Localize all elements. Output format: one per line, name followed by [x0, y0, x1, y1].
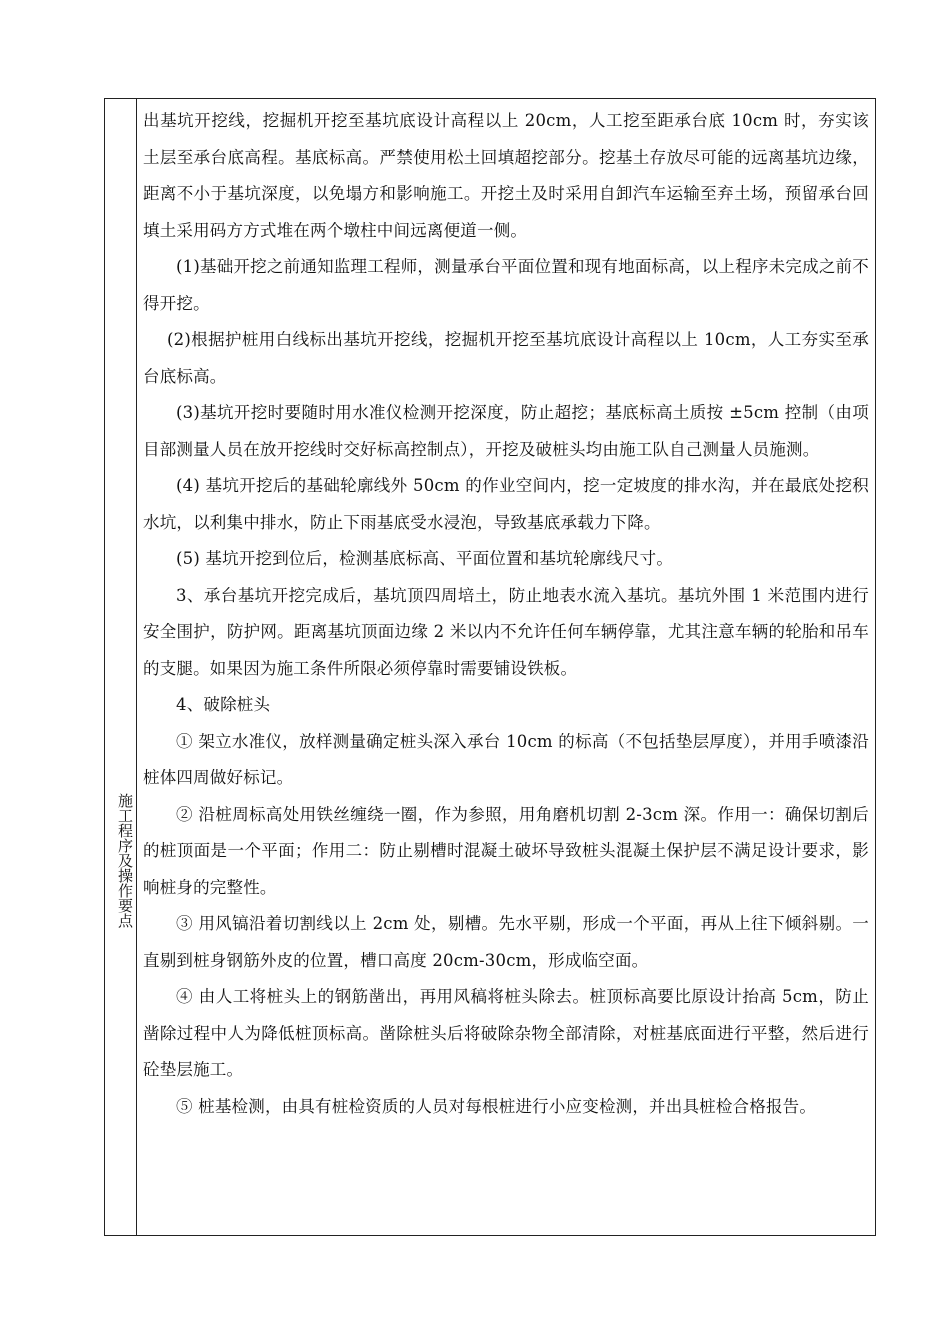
procedure-table — [104, 98, 876, 1236]
paragraph-pile-step-3: ③ 用风镐沿着切割线以上 2cm 处，剔槽。先水平剔，形成一个平面，再从上往下倾斜剔。一直剔到桩身钢筋外皮的位置，槽口高度 20cm-30cm，形成临空面。 — [143, 914, 869, 970]
content-cell — [143, 99, 869, 1235]
paragraph-step-3: (3)基坑开挖时要随时用水准仪检测开挖深度，防止超挖；基底标高土质按 ±5cm 控制（由项目部测量人员在放开挖线时交好标高控制点），开挖及破桩头均由施工队自己测量人员施测。 — [143, 403, 869, 459]
paragraph-step-1: (1)基础开挖之前通知监理工程师，测量承台平面位置和现有地面标高，以上程序未完成之前不得开挖。 — [143, 257, 869, 313]
paragraph-step-2: (2)根据护桩用白线标出基坑开挖线，挖掘机开挖至基坑底设计高程以上 10cm，人工夯实至承台底标高。 — [143, 330, 869, 386]
paragraph-step-4: (4) 基坑开挖后的基础轮廓线外 50cm 的作业空间内，挖一定坡度的排水沟，并在最底处挖积水坑，以利集中排水，防止下雨基底受水浸泡，导致基底承载力下降。 — [143, 476, 869, 532]
paragraph-section-3: 3、承台基坑开挖完成后，基坑顶四周培土，防止地表水流入基坑。基坑外围 1 米范围内进行安全围护，防护网。距离基坑顶面边缘 2 米以内不允许任何车辆停靠，尤其注意车辆的轮胎和吊车的支腿。如果因为施工条件所限必须停靠时需要铺设铁板。 — [143, 585, 869, 678]
section-label-cell — [105, 99, 137, 1235]
paragraph-pile-step-5: ⑤ 桩基检测，由具有桩检资质的人员对每根桩进行小应变检测，并出具桩检合格报告。 — [176, 1096, 817, 1116]
section-label: 施工程序及操作要点 — [116, 793, 134, 928]
paragraph-pile-step-2: ② 沿桩周标高处用铁丝缠绕一圈，作为参照，用角磨机切割 2-3cm 深。作用一：确保切割后的桩顶面是一个平面；作用二：防止剔槽时混凝土破坏导致桩头混凝土保护层不满足设计要求，影响桩身的完整性。 — [143, 804, 869, 897]
paragraph-pile-step-4: ④ 由人工将桩头上的钢筋凿出，再用风稿将桩头除去。桩顶标高要比原设计抬高 5cm，防止凿除过程中人为降低桩顶标高。凿除桩头后将破除杂物全部清除，对桩基底面进行平整，然后进行砼垫层施工。 — [143, 987, 869, 1079]
paragraph-step-5: (5) 基坑开挖到位后，检测基底标高、平面位置和基坑轮廓线尺寸。 — [176, 549, 674, 568]
paragraph-excavation-continued: 出基坑开挖线，挖掘机开挖至基坑底设计高程以上 20cm，人工挖至距承台底 10cm 时，夯实该土层至承台底高程。基底标高。严禁使用松土回填超挖部分。挖基土存放尽可能的远离基坑边缘，距离不小于基坑深度，以免塌方和影响施工。开挖土及时采用自卸汽车运输至弃土场，预留承台回填土采用码方方式堆在两个墩柱中间远离便道一侧。 — [143, 111, 869, 240]
paragraph-pile-step-1: ① 架立水准仪，放样测量确定桩头深入承台 10cm 的标高（不包括垫层厚度），并用手喷漆沿桩体四周做好标记。 — [143, 731, 869, 787]
heading-section-4: 4、破除桩头 — [176, 695, 271, 714]
